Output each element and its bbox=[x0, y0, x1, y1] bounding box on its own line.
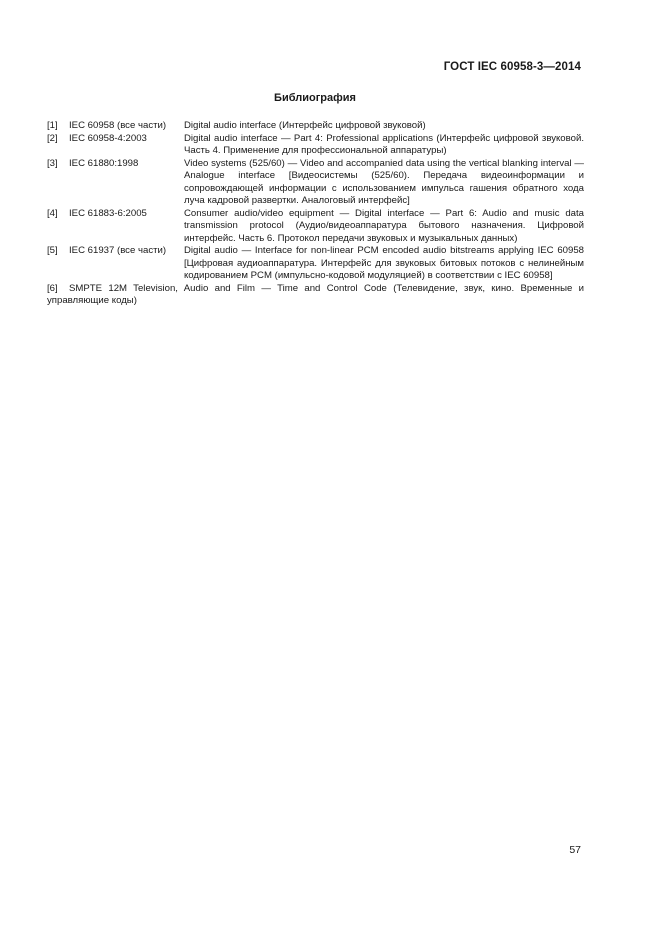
entry-number: [4] bbox=[47, 207, 58, 219]
entry-number: [2] bbox=[47, 132, 58, 144]
bibliography-entry bbox=[47, 133, 584, 158]
entry-reference: IEC 61880:1998 bbox=[69, 157, 139, 169]
bibliography-entry bbox=[47, 208, 584, 246]
entry-description: Digital audio interface — Part 4: Professional applications (Интерфейс цифровой звуковой. Часть 4. Применение для профессиональной аппаратуры) bbox=[184, 132, 584, 156]
bibliography-entry bbox=[47, 245, 584, 283]
entry-number: [1] bbox=[47, 120, 58, 131]
bibliography-entry bbox=[47, 158, 584, 208]
entry-number: [6] bbox=[47, 282, 58, 294]
document-code: ГОСТ IEC 60958-3—2014 bbox=[443, 61, 581, 73]
entry-number: [3] bbox=[47, 157, 58, 169]
entry-description: Digital audio interface (Интерфейс цифровой звуковой) bbox=[184, 120, 426, 131]
bibliography-list bbox=[47, 120, 584, 308]
entry-description: Consumer audio/video equipment — Digital interface — Part 6: Audio and music data transmission protocol (Аудио/видеоаппаратура бытового назначения. Цифровой интерфейс. Часть 6. Протокол передачи звуковых и музыкальных данных) bbox=[184, 207, 584, 244]
page-number: 57 bbox=[569, 844, 581, 856]
entry-reference: IEC 60958-4:2003 bbox=[69, 132, 147, 144]
entry-description: Digital audio — Interface for non-linear PCM encoded audio bitstreams applying IEC 60958 [Цифровая аудиоаппаратура. Интерфейс для звуковых битовых потоков с нелинейным кодированием PCM (импульсно-кодовой модуляцией) в соответствии с IEC 60958] bbox=[184, 245, 584, 281]
entry-reference: IEC 61937 (все части) bbox=[69, 245, 167, 256]
bibliography-entry bbox=[47, 120, 584, 133]
entry-number: [5] bbox=[47, 245, 58, 256]
bibliography-entry bbox=[47, 283, 584, 308]
entry-description: SMPTE 12M Television, Audio and Film — Time and Control Code (Телевидение, звук, кино. Временные и управляющие коды) bbox=[47, 282, 584, 306]
entry-description: Video systems (525/60) — Video and accompanied data using the vertical blanking interval — Analogue interface [Видеосистемы (525/60). Передача видеоинформации и сопровождающей информации с использованием импульса гашения обратного хода луча кадровой развертки. Аналоговый интерфейс] bbox=[184, 157, 584, 206]
entry-reference: IEC 61883-6:2005 bbox=[69, 207, 147, 219]
entry-reference: IEC 60958 (все части) bbox=[69, 120, 167, 131]
section-title: Библиография bbox=[274, 92, 356, 104]
